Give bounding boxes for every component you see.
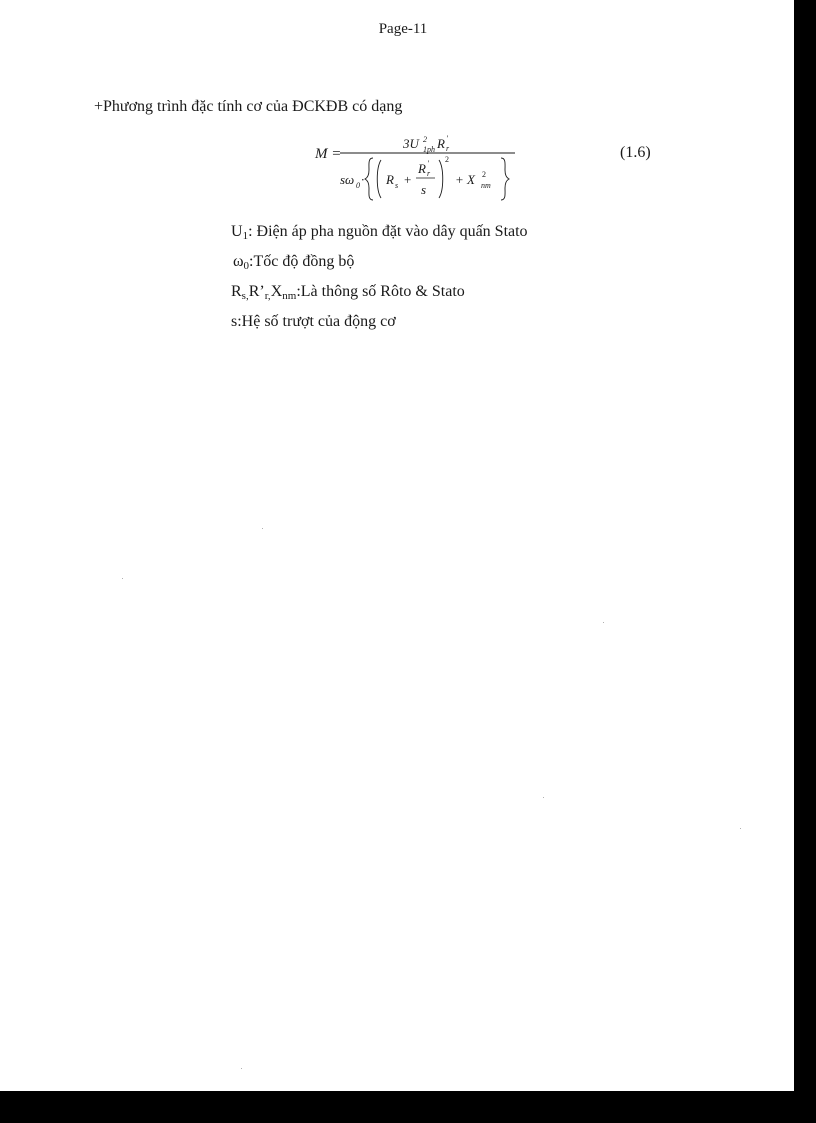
den-rr-sub: r [427, 169, 431, 178]
symbol-omega-sub: 0 [243, 260, 250, 272]
numerator-sub: 1ph [423, 145, 435, 154]
equation-number: (1.6) [620, 144, 651, 161]
den-dot: · [361, 172, 365, 187]
den-rr: R [418, 161, 426, 176]
definition-text: : Điện áp pha nguồn đặt vào dây quấn Stato [248, 223, 528, 240]
den-exp: 2 [445, 155, 449, 164]
numerator-r-prime: ' [446, 134, 448, 143]
definition-u1 [231, 220, 528, 250]
intro-sentence: +Phương trình đặc tính cơ của ĐCKĐB có dạng [94, 98, 403, 115]
symbol-rs-sub: s, [241, 290, 249, 302]
right-paren [439, 160, 443, 198]
left-paren [377, 160, 381, 198]
den-x-sub: nm [481, 181, 491, 190]
page-header: Page-11 [378, 21, 428, 37]
torque-formula [315, 136, 545, 208]
scan-speck [543, 797, 544, 798]
left-curly-brace [365, 158, 373, 200]
scan-speck [262, 528, 263, 529]
symbol-definitions [231, 220, 528, 340]
definition-omega0 [231, 250, 528, 280]
numerator-r-sub: r [446, 144, 450, 153]
den-rs-sub: s [395, 181, 399, 190]
symbol-rs: R [231, 283, 242, 300]
den-rr-prime: ' [427, 159, 429, 168]
den-rs: R [386, 172, 394, 187]
symbol-xnm: X [270, 283, 283, 300]
definition-text: s:Hệ số trượt của động cơ [231, 313, 396, 330]
numerator-r: R [437, 136, 445, 151]
definition-slip [231, 310, 528, 340]
den-plus-x: + X [455, 172, 475, 187]
symbol-xnm-sub: nm [282, 290, 297, 302]
symbol-omega: ω [233, 253, 244, 270]
den-s-omega: sω [340, 172, 355, 187]
scan-speck [740, 828, 741, 829]
formula-lhs: M = [315, 146, 342, 162]
definition-parameters [231, 280, 528, 310]
definition-text: :Là thông số Rôto & Stato [296, 283, 465, 300]
symbol-u-sub: 1 [242, 230, 249, 242]
den-plus: + [404, 172, 412, 187]
symbol-u: U [231, 223, 243, 240]
den-x-sup: 2 [482, 170, 486, 179]
den-s-omega-sub: 0 [356, 181, 360, 190]
symbol-rr: R’ [248, 283, 265, 300]
numerator-coef: 3U [403, 136, 419, 151]
definition-text: :Tốc độ đồng bộ [249, 253, 355, 270]
scan-speck [603, 622, 604, 623]
den-s: s [421, 182, 427, 197]
scan-speck [241, 1068, 242, 1069]
right-curly-brace [501, 158, 509, 200]
symbol-rr-sub: r, [264, 290, 271, 302]
numerator-sup: 2 [423, 135, 427, 144]
scan-speck [122, 578, 123, 579]
